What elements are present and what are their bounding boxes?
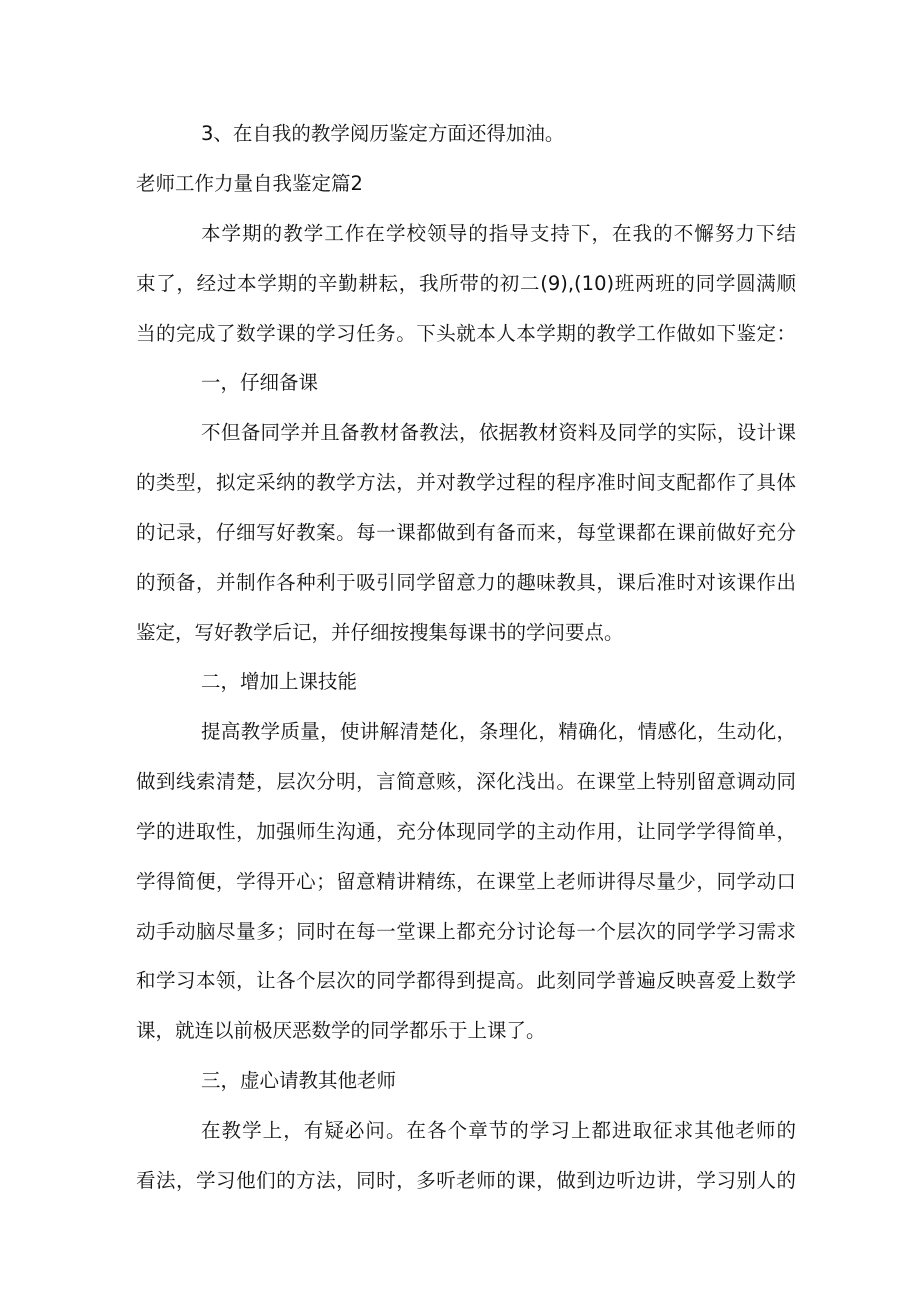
paragraph-line: 的预备，并制作各种利于吸引同学留意力的趣味教具，课后准时对该课作出 [136, 571, 796, 594]
paragraph-line: 学得简便，学得开心；留意精讲精练，在课堂上老师讲得尽量少，同学动口 [136, 870, 796, 893]
paragraph-line: 的记录，仔细写好教案。每一课都做到有备而来，每堂课都在课前做好充分 [136, 521, 796, 544]
paragraph-line: 鉴定，写好教学后记，并仔细按搜集每课书的学问要点。 [136, 621, 624, 644]
section-heading: 老师工作力量自我鉴定篇2 [136, 172, 363, 195]
paragraph-line: 在教学上，有疑必问。在各个章节的学习上都进取征求其他老师的 [201, 1119, 796, 1142]
paragraph-line: 和学习本领，让各个层次的同学都得到提高。此刻同学普遍反映喜爱上数学 [136, 969, 796, 992]
paragraph-line: 课，就连以前极厌恶数学的同学都乐于上课了。 [136, 1019, 546, 1042]
paragraph-line: 当的完成了数学课的学习任务。下头就本人本学期的教学工作做如下鉴定： [136, 322, 796, 345]
subheading: 三，虚心请教其他老师 [201, 1069, 397, 1092]
paragraph-line: 学的进取性，加强师生沟通，充分体现同学的主动作用，让同学学得简单， [136, 820, 796, 843]
paragraph-line: 束了，经过本学期的辛勤耕耘，我所带的初二(9),(10)班两班的同学圆满顺 [136, 272, 796, 295]
subheading: 二，增加上课技能 [201, 670, 358, 693]
paragraph-line: 不但备同学并且备教材备教法，依据教材资料及同学的实际，设计课 [201, 421, 796, 444]
paragraph-line: 提高教学质量，使讲解清楚化，条理化，精确化，情感化，生动化， [201, 720, 796, 743]
paragraph-line: 动手动脑尽量多；同时在每一堂课上都充分讨论每一个层次的同学学习需求 [136, 920, 796, 943]
paragraph-line: 做到线索清楚，层次分明，言简意赅，深化浅出。在课堂上特别留意调动同 [136, 770, 796, 793]
subheading: 一，仔细备课 [201, 371, 319, 394]
paragraph-line: 的类型，拟定采纳的教学方法，并对教学过程的程序准时间支配都作了具体 [136, 471, 796, 494]
paragraph-line: 看法，学习他们的方法，同时，多听老师的课，做到边听边讲，学习别人的 [136, 1169, 796, 1192]
list-item-3: 3、在自我的教学阅历鉴定方面还得加油。 [201, 122, 565, 145]
paragraph-line: 本学期的教学工作在学校领导的指导支持下，在我的不懈努力下结 [201, 222, 796, 245]
